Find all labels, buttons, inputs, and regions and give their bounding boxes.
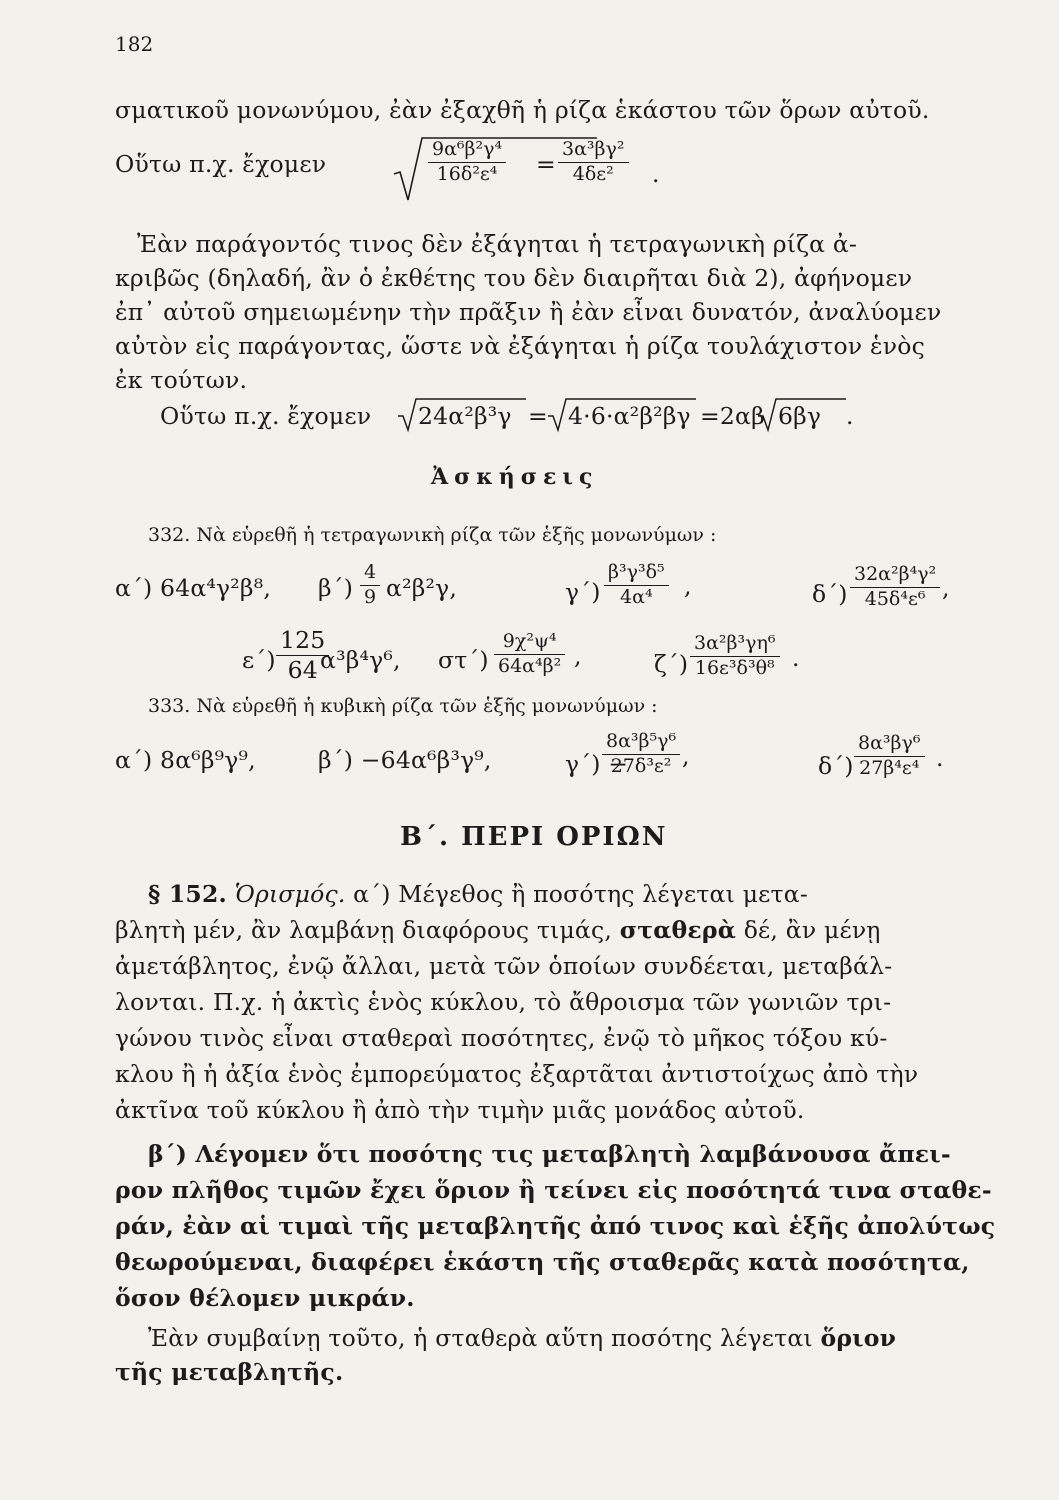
para2-line-2: κριβῶς (δηλαδή, ἂν ὁ ἐκθέτης του δὲν διαιρῆται διὰ 2), ἀφήνομεν [115, 264, 913, 292]
ex332-st-label: στ΄) [438, 646, 489, 674]
s152-line-1 [148, 880, 808, 908]
s152-c-line-1 [148, 1324, 896, 1352]
ex332-z-denominator: 16ε³δ³θ⁸ [694, 656, 775, 679]
ex332-b-denominator: 9 [364, 585, 377, 608]
ex332-e-rest: α³β⁴γ⁶, [320, 646, 401, 674]
ex332-d-comma: , [942, 574, 950, 602]
ex332-b-label: β΄) [318, 574, 354, 602]
ex332-d-numerator: 32α²β⁴γ² [850, 563, 940, 588]
ex2-radicand-c: 6βγ [778, 402, 822, 430]
ex2-period: . [846, 402, 854, 430]
ex332-d-fraction [850, 563, 940, 612]
ex332-z-numerator: 3α²β³γη⁶ [690, 632, 780, 657]
s152-b-line-1: β΄) Λέγομεν ὅτι ποσότης τις μεταβλητὴ λαμβάνουσα ἄπει- [148, 1140, 951, 1168]
s152-term: Ὁρισμός. [234, 880, 346, 908]
exercise-332-prompt: 332. Νὰ εὑρεθῆ ἡ τετραγωνικὴ ρίζα τῶν ἑξῆς μονωνύμων : [148, 524, 717, 546]
ex333-c-comma: , [682, 742, 690, 770]
ex1-result-denominator: 4δε² [572, 162, 614, 185]
exercise-333-prompt: 333. Νὰ εὑρεθῆ ἡ κυβικὴ ρίζα τῶν ἑξῆς μονωνύμων : [148, 695, 658, 717]
ex1-fraction-result [558, 138, 629, 187]
ex332-z-fraction [690, 632, 780, 681]
s152-b-line-5: ὅσον θέλομεν μικράν. [115, 1284, 415, 1312]
ex1-denominator: 16δ²ε⁴ [436, 162, 498, 185]
section-heading: Β΄. ΠΕΡΙ ΟΡΙΩΝ [400, 822, 668, 852]
ex333-c-label: γ΄) − [565, 750, 629, 778]
ex332-b-fraction [360, 561, 380, 610]
s152-b-line-2: ρον πλῆθος τιμῶν ἔχει ὅριον ἢ τείνει εἰς ποσότητά τινα σταθε- [115, 1176, 992, 1204]
page-number: 182 [115, 32, 154, 56]
s152-line-1-text: α΄) Μέγεθος ἢ ποσότης λέγεται μετα- [353, 880, 808, 908]
ex333-d-period: . [936, 744, 944, 772]
ex332-d-denominator: 45δ⁴ε⁶ [864, 587, 926, 610]
s152-line-2 [115, 916, 881, 944]
ex332-c-comma: , [684, 572, 692, 600]
ex332-e-denominator: 64 [287, 656, 318, 685]
ex333-d-label: δ΄) [818, 752, 854, 780]
ex2-equals-2: =2αβ [700, 402, 765, 430]
s152-line-6: κλου ἢ ἡ ἀξία ἑνὸς ἐμπορεύματος ἐξαρτᾶται ἀντιστοίχως ἀπὸ τὴν [115, 1060, 919, 1088]
ex332-b-numerator: 4 [360, 561, 380, 586]
s152-c-line-2: τῆς μεταβλητῆς. [115, 1358, 344, 1386]
s152-b-line-3: ράν, ἐὰν αἱ τιμαὶ τῆς μεταβλητῆς ἀπό τινος καὶ ἑξῆς ἀπολύτως [115, 1212, 996, 1240]
ex332-st-fraction [494, 630, 565, 679]
ex333-d-fraction [854, 732, 925, 781]
ex332-c-denominator: 4α⁴ [620, 585, 653, 608]
s152-line-7: ἀκτῖνα τοῦ κύκλου ἢ ἀπὸ τὴν τιμὴν μιᾶς μονάδος αὐτοῦ. [115, 1096, 805, 1124]
ex1-equals: = [536, 150, 556, 178]
s152-line-5: γώνου τινὸς εἶναι σταθεραὶ ποσότητες, ἐνῷ τὸ μῆκος τόξου κύ- [115, 1024, 888, 1052]
ex2-radicand-b: 4·6·α²β²βγ [568, 402, 691, 430]
para2-line-3: ἐπ᾽ αὐτοῦ σημειωμένην τὴν πρᾶξιν ἢ ἐὰν εἶναι δυνατόν, ἀναλύομεν [115, 298, 942, 326]
ex332-st-numerator: 9χ²ψ⁴ [494, 630, 565, 655]
s152-c-line-1-text: Ἐὰν συμβαίνῃ τοῦτο, ἡ σταθερὰ αὕτη ποσότης λέγεται [148, 1324, 813, 1352]
ex332-e-label: ε΄) [242, 646, 276, 674]
ex1-numerator: 9α⁶β²γ⁴ [428, 138, 506, 163]
ex332-c-fraction [604, 561, 669, 610]
ex332-c-label: γ΄) [565, 578, 601, 606]
s152-line-2c: δέ, ἂν μένῃ [743, 916, 881, 944]
ex333-a: α΄) 8α⁶β⁹γ⁹, [115, 746, 256, 774]
ex332-z-label: ζ΄) [654, 650, 689, 678]
s152-line-4: λονται. Π.χ. ἡ ἀκτὶς ἑνὸς κύκλου, τὸ ἄθροισμα τῶν γωνιῶν τρι- [115, 988, 892, 1016]
exercises-heading: Ἀσκήσεις [431, 464, 599, 490]
s152-b-line-4: θεωρούμεναι, διαφέρει ἑκάστη τῆς σταθερᾶς κατὰ ποσότητα, [115, 1248, 970, 1276]
ex1-period: . [652, 160, 660, 188]
ex332-b-rest: α²β²γ, [386, 574, 458, 602]
ex332-a: α΄) 64α⁴γ²β⁸, [115, 574, 271, 602]
s152-c-line-1-bold: ὅριον [820, 1324, 897, 1352]
ex332-d-label: δ΄) [812, 580, 848, 608]
ex333-b: β΄) −64α⁶β³γ⁹, [318, 746, 492, 774]
ex333-d-denominator: 27β⁴ε⁴ [859, 756, 920, 779]
para2-line-5: ἐκ τούτων. [115, 366, 248, 394]
ex332-z-period: . [792, 644, 800, 672]
s152-line-2a: βλητὴ μέν, ἂν λαμβάνῃ διαφόρους τιμάς, [115, 916, 613, 944]
ex2-equals-1: = [528, 402, 548, 430]
s152-line-3: ἀμετάβλητος, ἐνῷ ἄλλαι, μετὰ τῶν ὁποίων συνδέεται, μεταβάλ- [115, 952, 893, 980]
para2-line-4: αὐτὸν εἰς παράγοντας, ὥστε νὰ ἐξάγηται ἡ ρίζα τουλάχιστον ἑνὸς [115, 332, 925, 360]
example-1-prefix: Οὕτω π.χ. ἔχομεν [115, 150, 327, 178]
ex332-st-denominator: 64α⁴β² [498, 654, 562, 677]
ex333-d-numerator: 8α³βγ⁶ [854, 732, 925, 757]
ex333-c-numerator: 8α³β⁵γ⁶ [602, 730, 680, 755]
ex1-result-numerator: 3α³βγ² [558, 138, 629, 163]
s152-line-2-bold: σταθερὰ [619, 916, 737, 944]
para2-line-1: Ἐὰν παράγοντός τινος δὲν ἐξάγηται ἡ τετραγωνικὴ ρίζα ἀ- [137, 230, 858, 258]
ex332-c-numerator: β³γ³δ⁵ [604, 561, 669, 586]
ex333-c-fraction [602, 730, 680, 779]
ex332-st-comma: , [574, 642, 582, 670]
ex1-fraction-radicand [428, 138, 506, 187]
s152-symbol: § 152. [148, 880, 227, 908]
intro-line-1: σματικοῦ μονωνύμου, ἐὰν ἐξαχθῆ ἡ ρίζα ἑκάστου τῶν ὅρων αὐτοῦ. [115, 96, 930, 124]
ex332-e-numerator: 125 [276, 626, 329, 656]
example-2-prefix: Οὕτω π.χ. ἔχομεν [160, 402, 372, 430]
ex333-c-denominator: 27δ³ε² [610, 754, 672, 777]
ex2-radicand-a: 24α²β³γ [418, 402, 512, 430]
